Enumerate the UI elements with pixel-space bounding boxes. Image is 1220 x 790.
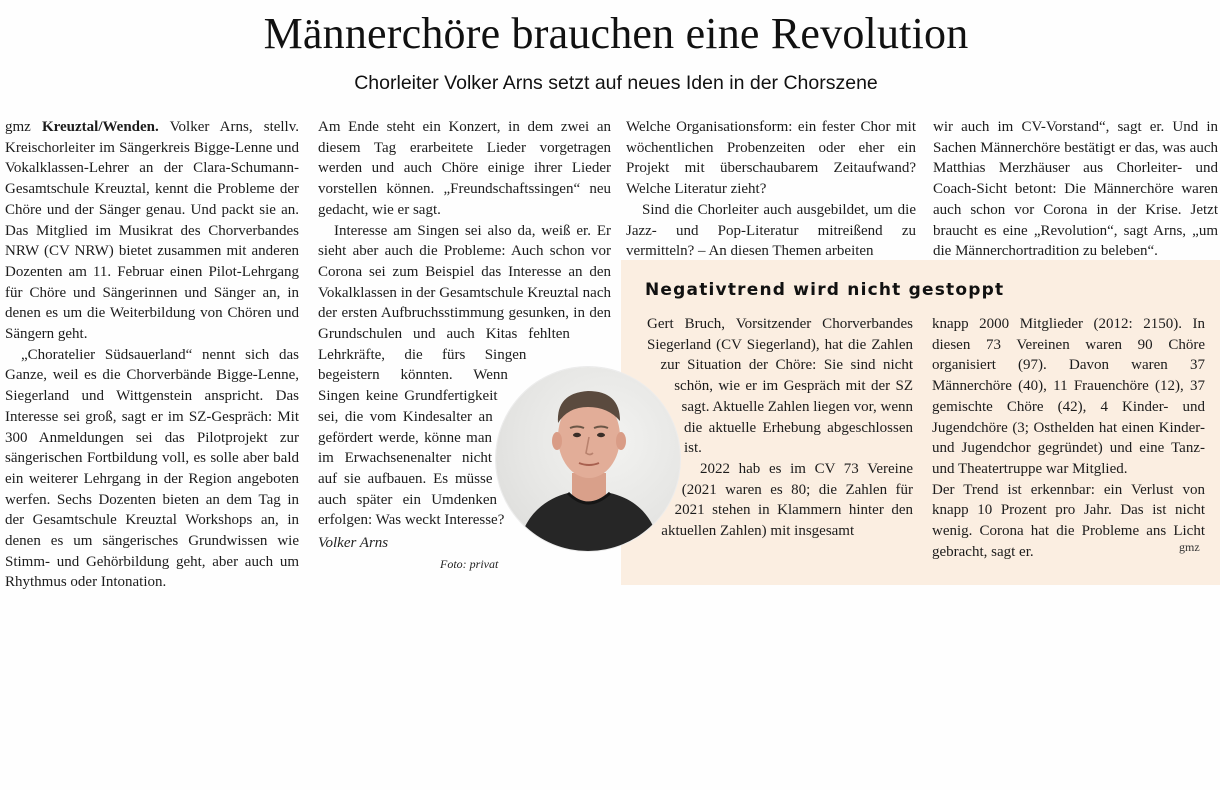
info-box-signature: gmz [1179, 540, 1200, 554]
info-box-paragraph: Gert Bruch, Vorsitzender Chorverbandes Siegerland (CV Siegerland), hat die Zahlen zur Situation der Chöre: Sie sind nicht schön, wie er im Gespräch mit der SZ sagt. Aktuelle Zahlen liegen vor, wenn die aktuelle Erhebung abgeschlossen ist. [647, 316, 913, 457]
portrait-photo [496, 367, 680, 551]
info-box-column-1 [647, 314, 913, 790]
article-column-1 [5, 117, 299, 593]
article-paragraph: wir auch im CV-Vorstand“, sagt er. Und in Sachen Männerchöre bestätigt er das, was auch Matthias Merzhäuser aus Chorleiter- und Coach-Sicht betont: Die Männerchöre waren auch schon vor Corona in der Krise. Jetzt braucht es eine „Revolution“, sagt Arns, „um die Männerchortradition zu beleben“. [933, 119, 1218, 260]
info-box-paragraph: knapp 2000 Mitglieder (2012: 2150). In diesen 73 Vereinen waren 90 Chöre organisiert (97). Davon waren 37 Männerchöre (40), 11 Frauenchöre (12), 37 gemischte Chöre (42), 4 Kinder- und Jugendchöre (3; Osthelden hat einen Kinder- und Jugendchor gegründet) und eine Tanz- und Theatertruppe war Mitglied. [932, 316, 1205, 477]
dateline-place: Kreuztal/Wenden. [41, 119, 159, 135]
author-byline: Volker Arns [318, 535, 389, 551]
article-paragraph: Interesse am Singen sei also da, weiß er. Er sieht aber auch die Probleme: Auch schon vor Corona sei zum Beispiel das Interesse an den Vokalklassen in der Gesamtschule Kreuztal nach der ersten Aufbruchsstimmung gesunken, in den Grundschulen und auch Kitas fehlten Lehrkräfte, die fürs Singen begeistern könnten. Wenn Singen keine Grundfertigkeit sei, die vom Kindesalter an gefördert werde, könne man im Erwachsenenalter nicht auf sie aufbauen. Es müsse auch später ein Umdenken erfolgen: Was weckt Interesse? [318, 222, 611, 529]
info-box-paragraph: 2022 hab es im CV 73 Vereine (2021 waren es 80; die Zahlen für 2021 stehen in Klammern hinter den aktuellen Zahlen) mit insgesamt [661, 460, 913, 540]
article-paragraph: Sind die Chorleiter auch ausgebildet, um die Jazz- und Pop-Literatur mitreißend zu vermitteln? – An diesen Themen arbeiten [626, 201, 916, 260]
photo-credit: Foto: privat [440, 557, 499, 571]
article-paragraph: Am Ende steht ein Konzert, in dem zwei an diesem Tag erarbeitete Lieder vorgetragen werden und auch Chöre einige ihrer Lieder vorstellen können. „Freundschaftssingen“ neu gedacht, wie er sagt. [318, 119, 611, 218]
portrait-illustration [496, 367, 680, 551]
paragraph-text: Volker Arns, stellv. Kreischorleiter im Sängerkreis Bigge-Lenne und Vokalklassen-Lehrer an der Clara-Schumann-Gesamtschule Kreuztal, kennt die Probleme der Chöre und der Sänger genau. Und packt sie an. Das Mitglied im Musikrat des Chorverbandes NRW (CV NRW) bietet zusammen mit anderen Dozenten am 11. Februar einen Pilot-Lehrgang für Chöre und Sängerinnen und Sänger an, in denen es um die Weiterbildung von Chören und Sängern geht. [5, 119, 300, 343]
article-paragraph: Welche Organisationsform: ein fester Chor mit wöchentlichen Probenzeiten oder eher ein Projekt mit überschaubarem Zeitaufwand? Welche Literatur zieht? [626, 119, 916, 198]
article-column-3 [626, 117, 916, 262]
info-box-paragraph: Der Trend ist erkennbar: ein Verlust von knapp 10 Prozent pro Jahr. Das ist nicht wenig. Corona hat die Probleme ans Licht gebracht, sagt er. [932, 481, 1205, 560]
article-paragraph: „Choratelier Südsauerland“ nennt sich das Ganze, weil es die Chorverbände Bigge-Lenne, Siegerland und Wittgenstein anspricht. Das Interesse sei groß, sagt er im SZ-Gespräch: Mit 300 Anmeldungen sei das Pilotprojekt zur sängerischen Fortbildung voll, es solle aber bald ein weiterer Lehrgang in der Region angeboten werfen. Sechs Dozenten bieten an dem Tag in der Gesamtschule Kreuztal Workshops an, in denen es um sängerisches Grundwissen wie Stimm- und Gehörbildung geht, aber auch um Rhythmus oder Intonation. [5, 346, 299, 591]
article-column-4 [933, 117, 1218, 262]
info-box-title: Negativtrend wird nicht gestoppt [645, 280, 1005, 300]
dateline-prefix: gmz [5, 119, 42, 135]
info-box-column-2 [932, 314, 1205, 562]
subheadline: Chorleiter Volker Arns setzt auf neues Iden in der Chorszene [354, 72, 878, 94]
headline: Männerchöre brauchen eine Revolution [263, 9, 969, 58]
article-paragraph [5, 117, 299, 345]
